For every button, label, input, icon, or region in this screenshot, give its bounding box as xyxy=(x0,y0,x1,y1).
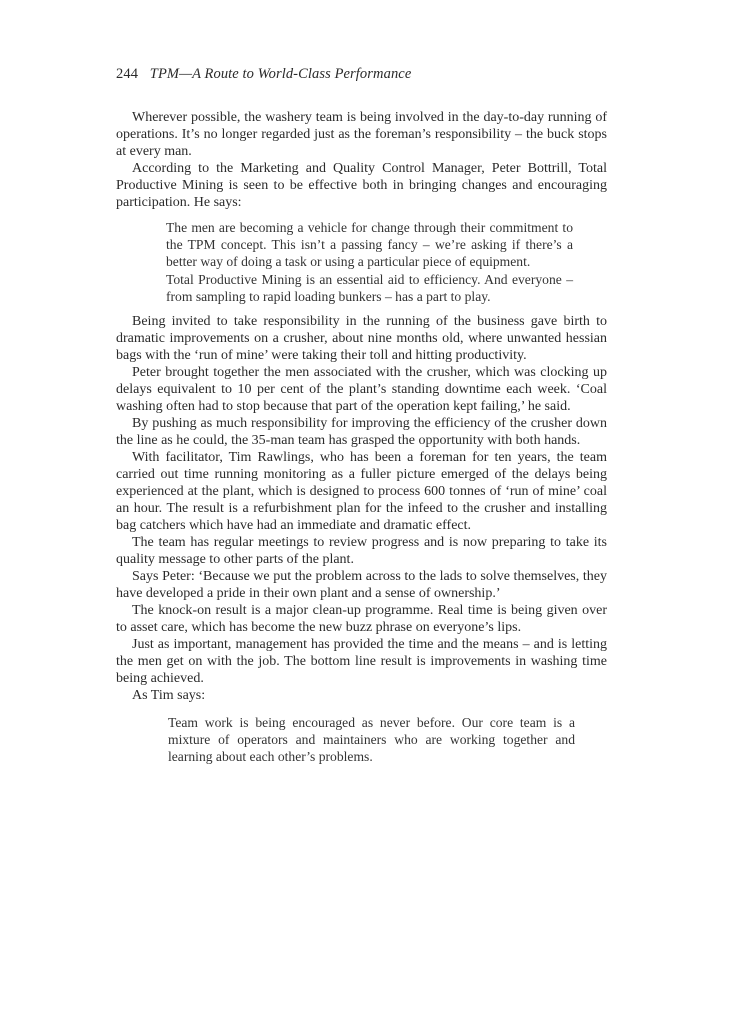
paragraph: Says Peter: ‘Because we put the problem across to the lads to solve themselves, they have developed a pride in their own plant and a sense of ownership.’ xyxy=(116,569,607,602)
paragraph: Being invited to take responsibility in the running of the business gave birth to dramatic improvements on a crusher, about nine months old, where unwanted hessian bags with the ‘run of mine’ were taking their toll and hitting productivity. xyxy=(116,314,607,364)
paragraph: The knock-on result is a major clean-up programme. Real time is being given over to asset care, which has become the new buzz phrase on everyone’s lips. xyxy=(116,603,607,636)
quote-paragraph: Team work is being encouraged as never before. Our core team is a mixture of operators and maintainers who are working together and learning about each other’s problems. xyxy=(168,715,575,765)
running-title: TPM—A Route to World-Class Performance xyxy=(149,66,412,82)
page-header xyxy=(116,66,411,83)
page-number: 244 xyxy=(116,66,139,82)
paragraph: As Tim says: xyxy=(132,688,206,704)
paragraph: Peter brought together the men associated with the crusher, which was clocking up delays equivalent to 10 per cent of the plant’s standing downtime each week. ‘Coal washing often had to stop because that part of the operation kept failing,’ he said. xyxy=(116,365,607,415)
paragraph: With facilitator, Tim Rawlings, who has been a foreman for ten years, the team carried out time running monitoring as a fuller picture emerged of the delays being experienced at the plant, which is designed to process 600 tonnes of ‘run of mine’ coal an hour. The result is a refurbishment plan for the infeed to the crusher and installing bag catchers which have had an immediate and dramatic effect. xyxy=(116,450,607,534)
body-text xyxy=(116,109,607,773)
paragraph: According to the Marketing and Quality Control Manager, Peter Bottrill, Total Productive Mining is seen to be effective both in bringing changes and encouraging participation. He says: xyxy=(116,161,607,210)
paragraph: Just as important, management has provided the time and the means – and is letting the men get on with the job. The bottom line result is improvements in washing time being achieved. xyxy=(116,637,607,687)
block-quote xyxy=(166,219,573,305)
block-quote xyxy=(168,714,575,766)
paragraph: The team has regular meetings to review progress and is now preparing to take its quality message to other parts of the plant. xyxy=(116,535,607,568)
quote-paragraph: Total Productive Mining is an essential aid to efficiency. And everyone – from sampling to rapid loading bunkers – has a part to play. xyxy=(166,271,573,304)
quote-paragraph: The men are becoming a vehicle for change through their commitment to the TPM concept. This isn’t a passing fancy – we’re asking if there’s a better way of doing a task or using a particular piece of equipment. xyxy=(166,220,573,270)
paragraph: By pushing as much responsibility for improving the efficiency of the crusher down the line as he could, the 35-man team has grasped the opportunity with both hands. xyxy=(116,416,607,449)
paragraph: Wherever possible, the washery team is being involved in the day-to-day running of operations. It’s no longer regarded just as the foreman’s responsibility – the buck stops at every man. xyxy=(116,110,607,159)
